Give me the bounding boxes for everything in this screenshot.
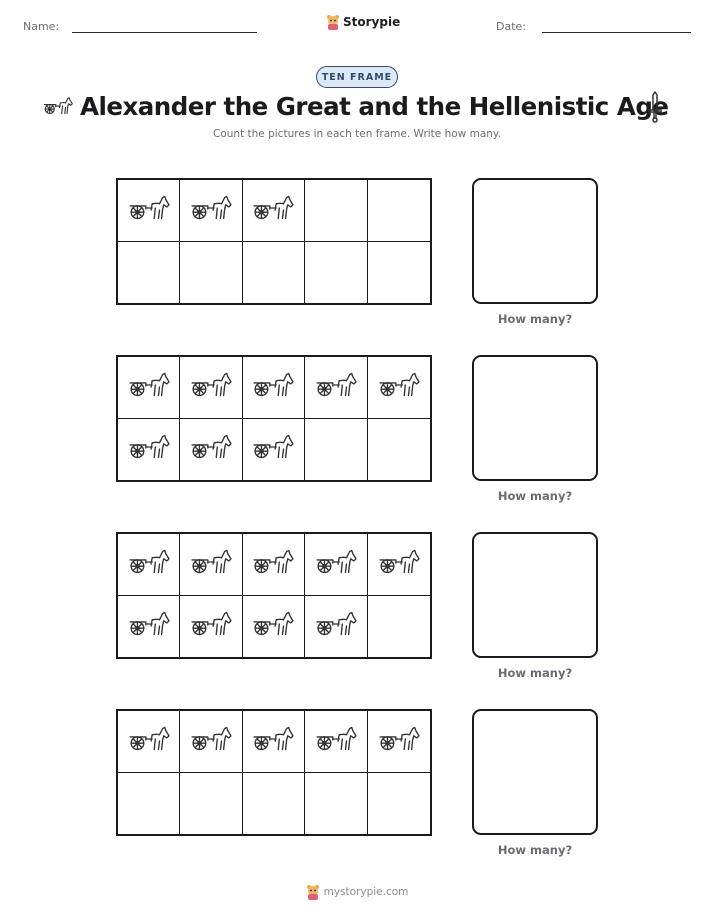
horse-cart-icon <box>252 548 294 580</box>
ten-frame-cell <box>305 596 367 658</box>
footer <box>0 884 714 900</box>
ten-frame-cell <box>180 357 242 419</box>
footer-site: mystorypie.com <box>323 886 409 898</box>
ten-frame-cell <box>180 242 242 304</box>
bear-mascot-icon <box>306 884 320 900</box>
horse-cart-icon <box>190 433 232 465</box>
sword-icon <box>646 90 664 124</box>
ten-frame-cell <box>118 242 180 304</box>
horse-cart-icon <box>128 371 170 403</box>
horse-cart-icon <box>315 371 357 403</box>
horse-cart-icon <box>190 610 232 642</box>
how-many-label: How many? <box>497 666 573 680</box>
ten-frame-cell <box>180 711 242 773</box>
brand-name: Storypie <box>343 15 401 29</box>
ten-frame-cell <box>243 773 305 835</box>
horse-cart-icon <box>315 725 357 757</box>
ten-frame-cell <box>305 773 367 835</box>
ten-frame-cell <box>243 596 305 658</box>
horse-cart-icon <box>190 548 232 580</box>
instructions: Count the pictures in each ten frame. Write how many. <box>213 128 501 140</box>
horse-cart-icon <box>378 371 420 403</box>
ten-frame-cell <box>180 596 242 658</box>
name-line[interactable] <box>72 32 257 33</box>
answer-box[interactable] <box>472 709 598 835</box>
horse-cart-icon <box>252 725 294 757</box>
horse-cart-icon <box>190 194 232 226</box>
horse-cart-icon <box>252 371 294 403</box>
horse-cart-icon <box>128 548 170 580</box>
bear-mascot-icon <box>326 14 340 30</box>
how-many-label: How many? <box>497 312 573 326</box>
ten-frame-cell <box>368 596 430 658</box>
ten-frame-cell <box>243 711 305 773</box>
ten-frame-cell <box>368 242 430 304</box>
horse-cart-icon <box>315 610 357 642</box>
page-title: Alexander the Great and the Hellenistic Age <box>80 92 669 121</box>
horse-cart-icon <box>190 371 232 403</box>
brand-logo <box>326 14 400 30</box>
horse-cart-icon <box>252 194 294 226</box>
horse-cart-icon <box>190 725 232 757</box>
ten-frame-cell <box>305 357 367 419</box>
ten-frame-cell <box>305 419 367 481</box>
ten-frame <box>116 709 432 836</box>
ten-frame-cell <box>368 419 430 481</box>
date-label: Date: <box>496 20 526 33</box>
ten-frame-cell <box>180 773 242 835</box>
ten-frame-cell <box>118 534 180 596</box>
ten-frame-cell <box>305 534 367 596</box>
how-many-label: How many? <box>497 843 573 857</box>
ten-frame-cell <box>243 357 305 419</box>
ten-frame-cell <box>368 357 430 419</box>
ten-frame-cell <box>118 180 180 242</box>
ten-frame-cell <box>368 180 430 242</box>
ten-frame-cell <box>368 773 430 835</box>
horse-cart-icon <box>315 548 357 580</box>
ten-frame-cell <box>305 242 367 304</box>
ten-frame-cell <box>243 180 305 242</box>
ten-frame <box>116 532 432 659</box>
answer-box[interactable] <box>472 355 598 481</box>
date-line[interactable] <box>542 32 691 33</box>
ten-frame-cell <box>305 711 367 773</box>
ten-frame <box>116 178 432 305</box>
name-label: Name: <box>23 20 60 33</box>
ten-frame-cell <box>243 534 305 596</box>
ten-frame-cell <box>118 357 180 419</box>
ten-frame-cell <box>368 711 430 773</box>
ten-frame-cell <box>180 419 242 481</box>
horse-cart-icon <box>43 96 73 116</box>
ten-frame-cell <box>118 419 180 481</box>
worksheet-type-badge: TEN FRAME <box>316 66 398 88</box>
ten-frame-cell <box>118 596 180 658</box>
horse-cart-icon <box>252 433 294 465</box>
horse-cart-icon <box>252 610 294 642</box>
ten-frame-cell <box>305 180 367 242</box>
ten-frame-cell <box>180 180 242 242</box>
answer-box[interactable] <box>472 532 598 658</box>
horse-cart-icon <box>128 725 170 757</box>
answer-box[interactable] <box>472 178 598 304</box>
ten-frame-cell <box>118 773 180 835</box>
how-many-label: How many? <box>497 489 573 503</box>
ten-frame-cell <box>368 534 430 596</box>
ten-frame-cell <box>243 242 305 304</box>
horse-cart-icon <box>378 548 420 580</box>
ten-frame-cell <box>180 534 242 596</box>
ten-frame-cell <box>243 419 305 481</box>
horse-cart-icon <box>378 725 420 757</box>
horse-cart-icon <box>128 433 170 465</box>
ten-frame-cell <box>118 711 180 773</box>
horse-cart-icon <box>128 610 170 642</box>
horse-cart-icon <box>128 194 170 226</box>
ten-frame <box>116 355 432 482</box>
